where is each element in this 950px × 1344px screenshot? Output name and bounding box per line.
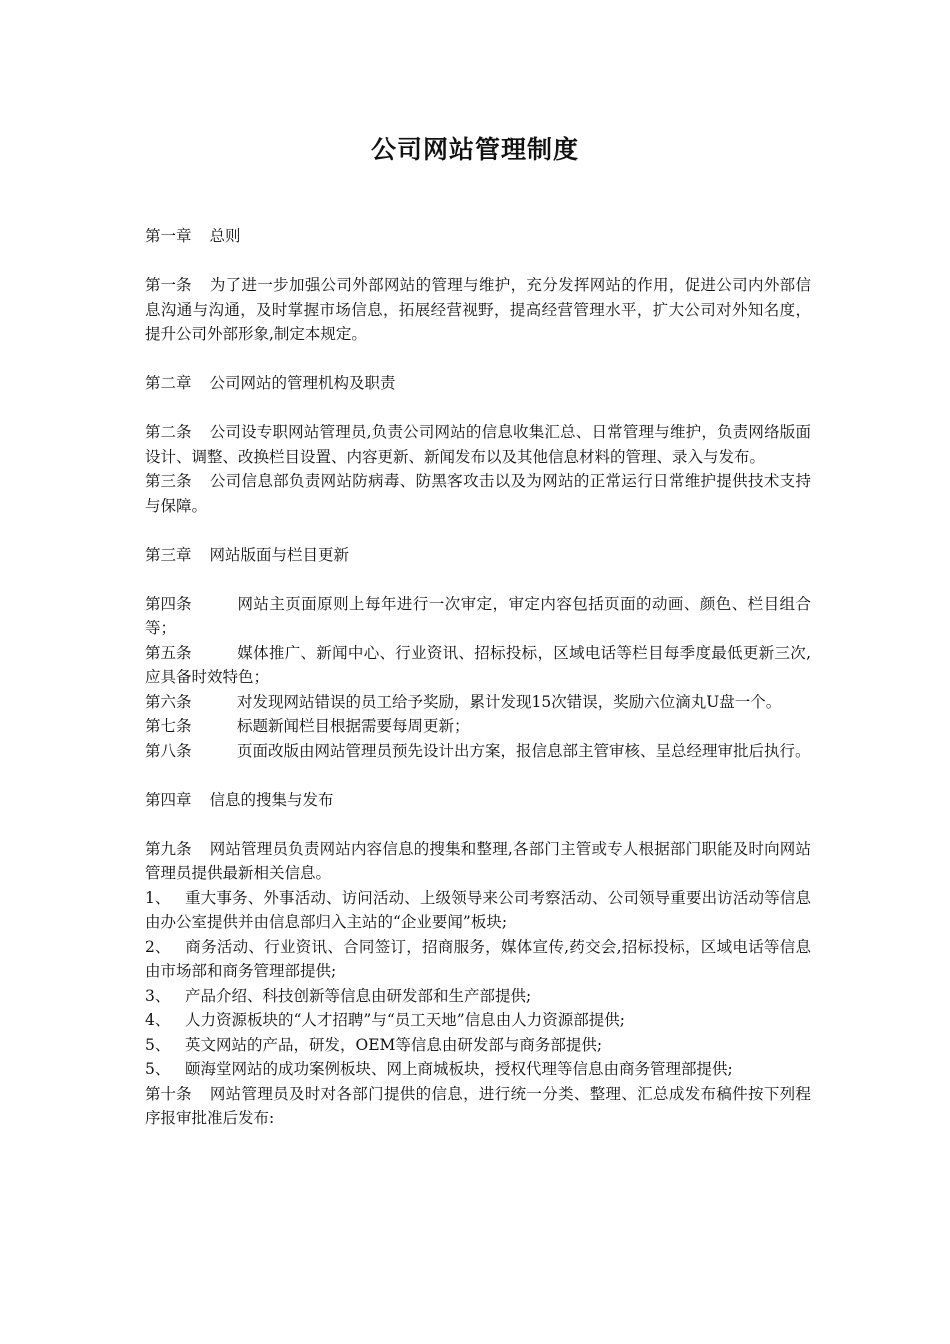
chapter-label: 第三章 [145, 545, 192, 564]
article-text: 对发现网站错误的员工给予奖励，累计发现15次错误，奖励六位滴丸U盘一个。 [237, 692, 782, 711]
article-text: 为了进一步加强公司外部网站的管理与维护，充分发挥网站的作用，促进公司内外部信息沟通与沟通，及时掌握市场信息，拓展经营视野，提高经营管理水平，扩大公司对外知名度，提升公司外部形象,制定本规定。 [145, 276, 811, 343]
article-text: 网站管理员负责网站内容信息的搜集和整理,各部门主管或专人根据部门职能及时向网站管理员提供最新相关信息。 [145, 839, 811, 882]
list-item [145, 984, 811, 1009]
article-label: 第三条 [145, 472, 192, 490]
chapter-2-heading [145, 371, 811, 396]
article-6 [145, 690, 811, 715]
article-2 [145, 420, 811, 469]
document-title: 公司网站管理制度 [370, 135, 579, 164]
article-text: 页面改版由网站管理员预先设计出方案，报信息部主管审核、呈总经理审批后执行。 [237, 741, 811, 760]
list-item-text: 产品介绍、科技创新等信息由研发部和生产部提供; [185, 986, 532, 1005]
list-item [145, 1057, 811, 1082]
article-label: 第二条 [145, 423, 192, 441]
article-label: 第六条 [145, 692, 192, 711]
list-item [145, 935, 811, 984]
article-9 [145, 837, 811, 886]
list-item-number: 2、 [145, 937, 171, 956]
article-label: 第四条 [145, 594, 192, 613]
article-1 [145, 273, 811, 347]
article-label: 第五条 [145, 643, 192, 662]
article-text: 媒体推广、新闻中心、行业资讯、招标投标，区域电话等栏目每季度最低更新三次,应具备时效特色； [145, 643, 811, 686]
list-item-number: 5、 [145, 1035, 171, 1054]
list-item [145, 1008, 811, 1033]
article-text: 网站主页面原则上每年进行一次审定，审定内容包括页面的动画、颜色、栏目组合等； [145, 594, 811, 637]
list-item-text: 英文网站的产品，研发，OEM等信息由研发部与商务部提供; [185, 1035, 603, 1054]
list-item-number: 3、 [145, 986, 171, 1005]
chapter-4-heading [145, 788, 811, 813]
chapter-1-heading [145, 224, 811, 249]
chapter-label: 第一章 [145, 227, 192, 245]
article-label: 第九条 [145, 839, 192, 858]
article-label: 第七条 [145, 717, 192, 735]
list-item-number: 5、 [145, 1060, 171, 1078]
article-label: 第十条 [145, 1084, 192, 1103]
chapter-title: 信息的搜集与发布 [209, 790, 334, 809]
article-7 [145, 714, 811, 739]
article-8 [145, 739, 811, 764]
list-item-text: 人力资源板块的“人才招聘”与“员工天地”信息由人力资源部提供; [185, 1011, 625, 1029]
chapter-title: 总则 [209, 227, 241, 245]
list-item-number: 1、 [145, 888, 171, 907]
article-4 [145, 592, 811, 641]
list-item-number: 4、 [145, 1011, 171, 1029]
chapter-label: 第四章 [145, 790, 192, 809]
chapter-title: 公司网站的管理机构及职责 [209, 374, 396, 392]
list-item-text: 重大事务、外事活动、访问活动、上级领导来公司考察活动、公司领导重要出访活动等信息由办公室提供并由信息部归入主站的“企业要闻”板块; [145, 888, 811, 931]
list-item [145, 886, 811, 935]
chapter-title: 网站版面与栏目更新 [209, 545, 350, 564]
article-10 [145, 1082, 811, 1131]
article-text: 网站管理员及时对各部门提供的信息，进行统一分类、整理、汇总成发布稿件按下列程序报审批准后发布: [145, 1084, 811, 1127]
article-3 [145, 469, 811, 518]
document-body [145, 224, 811, 1131]
list-item-text: 颐海堂网站的成功案例板块、网上商城板块，授权代理等信息由商务管理部提供; [185, 1060, 733, 1078]
list-item [145, 1033, 811, 1058]
article-label: 第一条 [145, 276, 192, 294]
article-text: 公司信息部负责网站防病毒、防黑客攻击以及为网站的正常运行日常维护提供技术支持与保障。 [145, 472, 811, 515]
article-5 [145, 641, 811, 690]
article-text: 标题新闻栏目根据需要每周更新； [237, 717, 470, 735]
chapter-label: 第二章 [145, 374, 192, 392]
chapter-3-heading [145, 543, 811, 568]
article-label: 第八条 [145, 741, 192, 760]
article-text: 公司设专职网站管理员,负责公司网站的信息收集汇总、日常管理与维护，负责网络版面设计、调整、改换栏目设置、内容更新、新闻发布以及其他信息材料的管理、录入与发布。 [145, 423, 811, 466]
list-item-text: 商务活动、行业资讯、合同签订，招商服务，媒体宣传,药交会,招标投标，区域电话等信息由市场部和商务管理部提供; [145, 937, 811, 980]
